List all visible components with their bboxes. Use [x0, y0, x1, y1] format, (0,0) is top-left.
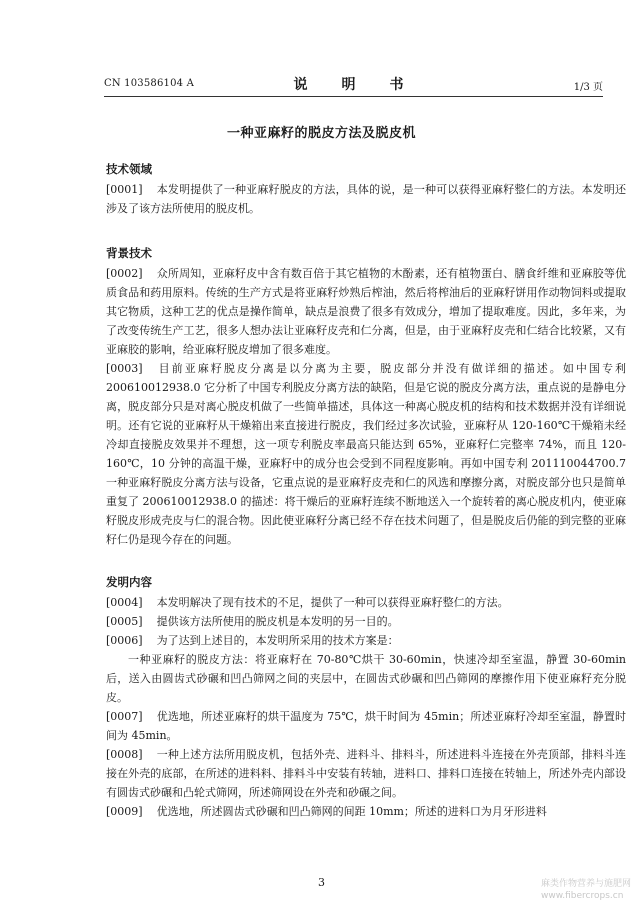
paragraph-text: 提供该方法所使用的脱皮机是本发明的另一目的。	[156, 615, 399, 628]
section-heading-summary: 发明内容	[106, 575, 152, 589]
paragraph-number: [0004]	[106, 596, 143, 609]
paragraph	[106, 612, 626, 631]
section-heading-background: 背景技术	[106, 246, 152, 260]
paragraph-number: [0009]	[106, 805, 143, 818]
paragraph-number: [0007]	[106, 710, 143, 723]
paragraph-number: [0006]	[106, 634, 143, 647]
patent-title: 一种亚麻籽的脱皮方法及脱皮机	[226, 126, 416, 141]
paragraph-text: 一种亚麻籽的脱皮方法：将亚麻籽在 70-80℃烘干 30-60min，快速冷却至室温，静置 30-60min 后，送入由圆齿式砂碾和凹凸筛网之间的夹层中，在圆齿式砂碾和凹凸筛网的摩擦作用下使亚麻籽充分脱皮。	[106, 653, 626, 704]
paragraph	[106, 707, 626, 745]
section-heading-technical-field: 技术领域	[106, 162, 152, 176]
paragraph-number: [0001]	[106, 183, 143, 196]
document-header	[104, 74, 603, 97]
paragraph	[106, 359, 626, 549]
page-number: 3	[318, 876, 325, 889]
paragraph-text: 本发明解决了现有技术的不足，提供了一种可以获得亚麻籽整仁的方法。	[156, 596, 509, 609]
publication-number: CN 103586104 A	[104, 78, 195, 89]
watermark-url: www.fibercrops.cn	[540, 891, 624, 901]
paragraph-text: 一种上述方法所用脱皮机，包括外壳、进料斗、排料斗，所述进料斗连接在外壳顶部，排料斗连接在外壳的底部，在所述的进料料、排料斗中安装有转轴，进料口、排料口连接在转轴上，所述外壳内部设有圆齿式砂碾和凸轮式筛网，所述筛网设在外壳和砂碾之间。	[106, 748, 626, 799]
paragraph-text: 目前亚麻籽脱皮分离是以分离为主要，脱皮部分并没有做详细的描述。如中国专利 200610012938.0 它分析了中国专利脱皮分离方法的缺陷，但是它说的脱皮分离方法，重点说的是静电分离，脱皮部分只是对离心脱皮机做了一些简单描述，具体这一种离心脱皮机的结构和技术数据并没有详细说明。还有它说的亚麻籽从干燥箱出来直接进行脱皮，我们经过多次试验，亚麻籽从 120-160℃干燥箱未经冷却直接脱皮效果并不理想，这一项专利脱皮率最高只能达到 65%，亚麻籽仁完整率 74%，而且 120-160℃，10 分钟的高温干燥，亚麻籽中的成分也会受到不同程度影响。再如中国专利 201110044700.7 一种亚麻籽脱皮分离方法与设备，它重点说的是亚麻籽皮壳和仁的风选和摩擦分离，对脱皮部分也只是简单重复了 200610012938.0 的描述：将干燥后的亚麻籽连续不断地送入一个旋转着的离心脱皮机内，使亚麻籽脱皮形成壳皮与仁的混合物。因此使亚麻籽分离已经不存在技术问题了，但是脱皮后仍能的到完整的亚麻籽仁仍是现今存在的问题。	[106, 362, 626, 546]
paragraph-text: 优选地，所述亚麻籽的烘干温度为 75℃，烘干时间为 45min；所述亚麻籽冷却至室温，静置时间为 45min。	[106, 710, 626, 742]
paragraph	[106, 745, 626, 802]
page-indicator: 1/3 页	[573, 82, 603, 93]
paragraph-number: [0005]	[106, 615, 143, 628]
paragraph-text: 为了达到上述目的，本发明所采用的技术方案是：	[156, 634, 399, 647]
paragraph	[106, 650, 626, 707]
paragraph	[106, 631, 626, 650]
paragraph-number: [0008]	[106, 748, 143, 761]
paragraph-number: [0003]	[106, 362, 143, 375]
paragraph	[106, 264, 626, 359]
paragraph-number: [0002]	[106, 267, 143, 280]
paragraph	[106, 593, 626, 612]
watermark-site-name: 麻类作物营养与施肥网	[540, 879, 631, 889]
paragraph	[106, 802, 626, 821]
paragraph-text: 优选地，所述圆齿式砂碾和凹凸筛网的间距 10mm；所述的进料口为月牙形进料	[156, 805, 547, 818]
document-body	[106, 160, 626, 821]
document-type-title: 说 明 书	[293, 77, 414, 93]
paragraph	[106, 180, 626, 218]
paragraph-text: 众所周知，亚麻籽皮中含有数百倍于其它植物的木酚素，还有植物蛋白、膳食纤维和亚麻胶等优质食品和药用原料。传统的生产方式是将亚麻籽炒熟后榨油，然后将榨油后的亚麻籽饼用作动物饲料或提取其它物质，这种工艺的优点是操作简单，缺点是浪费了很多有效成分，增加了提取难度。因此，多年来，为了改变传统生产工艺，很多人想办法让亚麻籽皮壳和仁分离，但是，由于亚麻籽皮壳和仁结合比较紧，又有亚麻胶的影响，给亚麻籽脱皮增加了很多难度。	[106, 267, 626, 356]
watermark	[541, 878, 631, 902]
paragraph-text: 本发明提供了一种亚麻籽脱皮的方法，具体的说，是一种可以获得亚麻籽整仁的方法。本发明还涉及了该方法所使用的脱皮机。	[106, 183, 626, 215]
